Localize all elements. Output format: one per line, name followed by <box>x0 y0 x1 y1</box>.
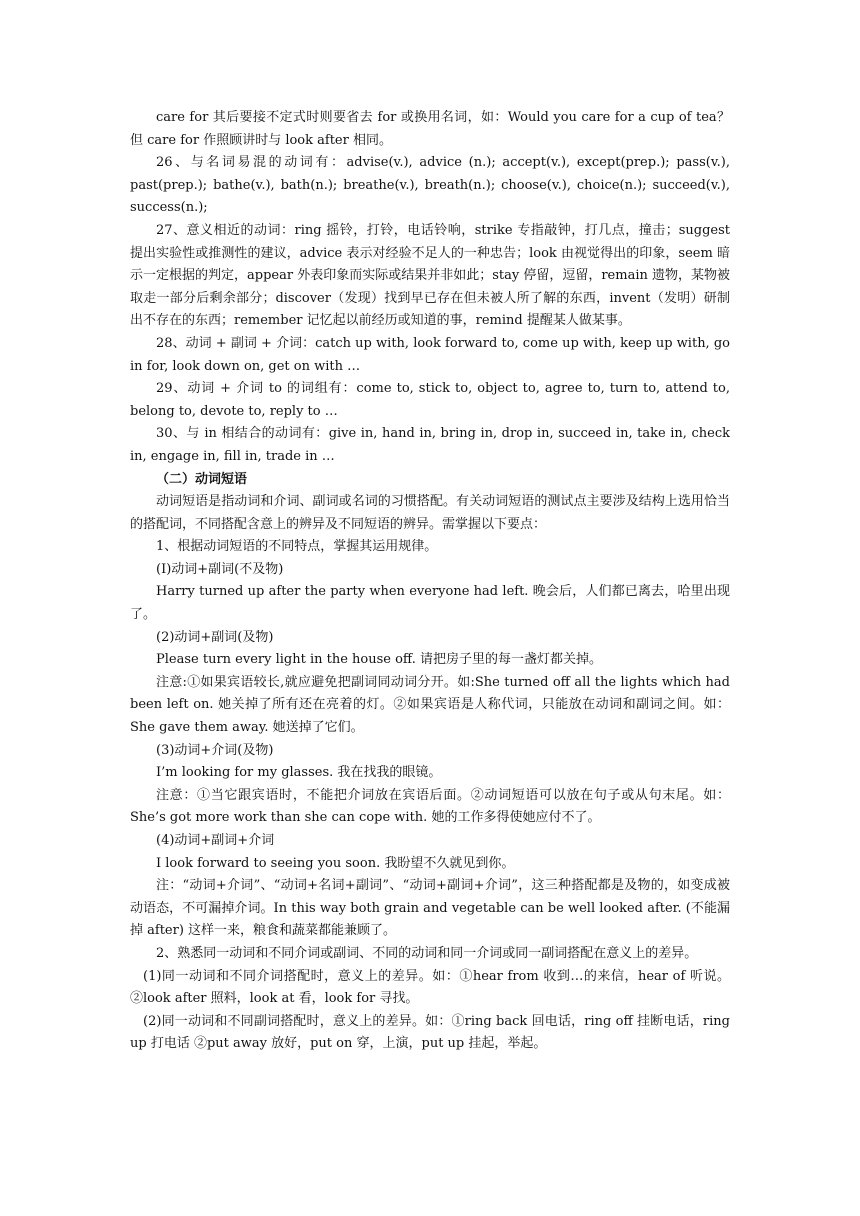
example-turned-up: Harry turned up after the party when everyone had left. 晚会后，人们都已离去，哈里出现了。 <box>130 584 730 623</box>
paragraph-point-2: 2、熟悉同一动词和不同介词或副词、不同的动词和同一介词或同一副词搭配在意义上的差异。 <box>156 945 698 961</box>
paragraph-care-for: care for 其后要接不定式时则要省去 for 或换用名词，如：Would you care for a cup of tea？但 care for 作照顾讲时与 look after 相同。 <box>130 110 730 148</box>
paragraph-intro: 动词短语是指动词和介词、副词或名词的习惯搭配。有关动词短语的测试点主要涉及结构上选用恰当的搭配词，不同搭配含意上的辨异及不同短语的辨异。需掌握以下要点： <box>130 494 730 532</box>
sub-point-2: (2)同一动词和不同副词搭配时，意义上的差异。如：①ring back 回电话，ring off 挂断电话，ring up 打电话 ②put away 放好，put on 穿，上演，put up 挂起，举起。 <box>130 1013 730 1052</box>
paragraph-item-30: 30、与 in 相结合的动词有：give in, hand in, bring in, drop in, succeed in, take in, check in, engage in, fill in, trade in … <box>130 426 730 464</box>
note-preposition-position: 注意：①当它跟宾语时，不能把介词放在宾语后面。②动词短语可以放在句子或从句末尾。如：She’s got more work than she can cope with. 她的工作多得使她应付不了。 <box>130 787 730 826</box>
example-look-forward: I look forward to seeing you soon. 我盼望不久就见到你。 <box>156 855 515 871</box>
example-turn-off: Please turn every light in the house off. 请把房子里的每一盏灯都关掉。 <box>156 652 602 668</box>
subheading-verb-adverb-intransitive: (I)动词+副词(不及物) <box>156 561 284 577</box>
subheading-verb-preposition: (3)动词+介词(及物) <box>156 742 274 758</box>
paragraph-item-26: 26、与名词易混的动词有：advise(v.), advice (n.); accept(v.), except(prep.); pass(v.), past(prep.); bathe(v.), bath(n.); breathe(v.), breath(n.); choose(v.), choice(n.); succeed(v.), success(n.); <box>130 155 730 216</box>
note-passive-voice: 注：“动词+介词”、“动词+名词+副词”、“动词+副词+介词”，这三种搭配都是及物的，如变成被动语态，不可漏掉介词。In this way both grain and vegetable can be well looked after. (不能漏掉 after) 这样一来，粮食和蔬菜都能兼顾了。 <box>130 878 730 939</box>
note-adverb-separation: 注意:①如果宾语较长,就应避免把副词同动词分开。如:She turned off all the lights which had been left on. 她关掉了所有还在亮着的灯。②如果宾语是人称代词，只能放在动词和副词之间。如：She gave them away. 她送掉了它们。 <box>130 674 730 736</box>
example-looking-for: I’m looking for my glasses. 我在找我的眼镜。 <box>156 765 442 781</box>
paragraph-point-1: 1、根据动词短语的不同特点，掌握其运用规律。 <box>156 539 438 555</box>
sub-point-1: (1)同一动词和不同介词搭配时，意义上的差异。如：①hear from 收到…的来信，hear of 听说。 ②look after 照料，look at 看，look for 寻找。 <box>130 968 730 1007</box>
subheading-verb-adverb-preposition: (4)动词+副词+介词 <box>156 833 275 848</box>
paragraph-item-28: 28、动词 + 副词 + 介词：catch up with, look forward to, come up with, keep up with, go in for, look down on, get on with … <box>130 335 730 374</box>
document-page <box>130 107 730 1056</box>
subheading-verb-adverb-transitive: (2)动词+副词(及物) <box>156 629 274 645</box>
paragraph-item-29: 29、动词 + 介词 to 的词组有：come to, stick to, object to, agree to, turn to, attend to, belong to, devote to, reply to … <box>130 381 730 419</box>
section-heading: （二）动词短语 <box>156 471 248 487</box>
paragraph-item-27: 27、意义相近的动词：ring 摇铃，打铃，电话铃响，strike 专指敲钟，打几点，撞击；suggest 提出实验性或推测性的建议，advice 表示对经验不足人的一种忠告；look 由视觉得出的印象，seem 暗示一定根据的判定，appear 外表印象而实际或结果并非如此；stay 停留，逗留，remain 遗物，某物被取走一部分后剩余部分；discover（发现）找到早已存在但未被人所了解的东西，invent（发明）研制出不存在的东西；remember 记忆起以前经历或知道的事，remind 提醒某人做某事。 <box>130 222 730 329</box>
